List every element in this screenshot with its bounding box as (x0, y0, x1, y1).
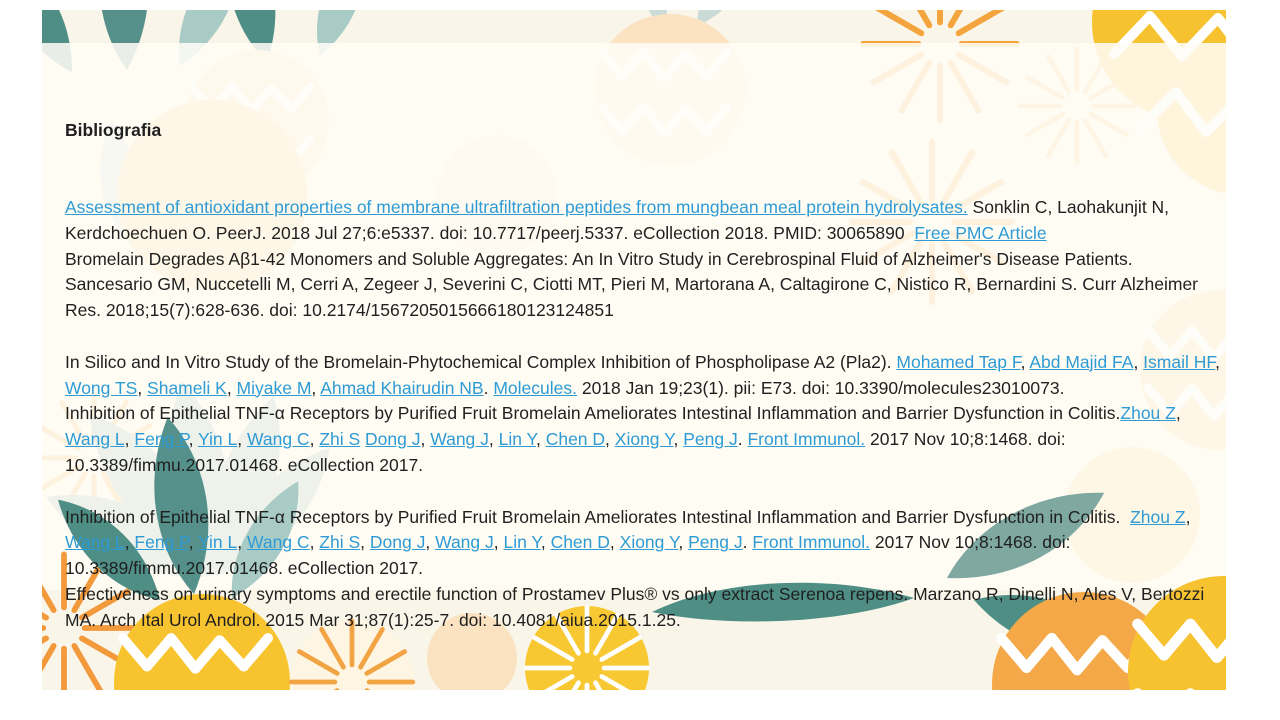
bibliography-entry (65, 401, 1220, 478)
bibliography-text: , (1020, 351, 1030, 372)
bibliography-link[interactable]: Lin Y (503, 532, 541, 553)
bibliography-link[interactable]: Front Immunol. (747, 429, 866, 450)
bibliography-link[interactable]: Feng P (134, 429, 189, 450)
bibliography-text: , (137, 377, 148, 398)
bibliography-text: 2018 Jan 19;23(1). pii: E73. doi: 10.3390/molecules23010073. (577, 377, 1065, 398)
bibliography-text: . (737, 429, 748, 450)
bibliography-link[interactable]: Wang C (246, 429, 310, 450)
bibliography-text: , (609, 532, 620, 553)
bibliography-text: , (188, 532, 198, 553)
bibliography-text: Inhibition of Epithelial TNF-α Receptors by Purified Fruit Bromelain Ameliorates Intestinal Inflammation and Barrier Dysfunction in Colitis. (65, 403, 1121, 424)
bibliography-text: , (540, 532, 551, 553)
bibliography-link[interactable]: Peng J (688, 532, 743, 553)
bibliography-text: , (673, 429, 684, 450)
bibliography-text: , (493, 532, 504, 553)
bibliography-link[interactable]: Yin L (198, 429, 238, 450)
bibliography-text: , (309, 429, 320, 450)
bibliography-text: 2017 Nov 10;8:1468. doi: 10.3389/fimmu.2017.01468. eCollection 2017. (65, 429, 1071, 475)
bibliography-text: , (237, 532, 247, 553)
bibliography-text: , (488, 429, 499, 450)
bibliography-link[interactable]: Zhou Z (1130, 506, 1186, 527)
bibliography-link[interactable]: Dong J (365, 429, 421, 450)
bibliography-text: , (1215, 351, 1225, 372)
bibliography-link[interactable]: Wang L (65, 429, 125, 450)
bibliography-link[interactable]: Xiong Y (619, 532, 679, 553)
presentation-slide (42, 10, 1226, 690)
bibliography-link[interactable]: Wang C (246, 532, 310, 553)
bibliography-text: , (678, 532, 689, 553)
bibliography-link[interactable]: Dong J (369, 532, 426, 553)
bibliography-text: , (311, 377, 321, 398)
bibliography-link[interactable]: Lin Y (498, 429, 536, 450)
bibliography-text: , (226, 377, 237, 398)
bibliography-text: . (483, 377, 494, 398)
bibliography-link[interactable]: Ahmad Khairudin NB (320, 377, 484, 398)
bibliography-link[interactable]: Wang L (65, 532, 125, 553)
bibliography-link[interactable]: Yin L (198, 532, 238, 553)
blank-line (65, 324, 1220, 350)
bibliography-link[interactable]: Peng J (683, 429, 738, 450)
bibliography-link[interactable]: Ismail HF (1143, 351, 1216, 372)
bibliography-text: , (124, 532, 135, 553)
bibliography-entry (65, 350, 1225, 402)
bibliography-text: Sonklin C, Laohakunjit N, Kerdchoechuen O. PeerJ. 2018 Jul 27;6:e5337. doi: 10.7717/peerj.5337. eCollection 2018. PMID: 30065890 (65, 196, 1174, 243)
bibliography-entry (65, 195, 1220, 247)
bibliography-text: Bromelain Degrades Aβ1-42 Monomers and Soluble Aggregates: An In Vitro Study in Cerebrospinal Fluid of Alzheimer's Disease Patients. Sancesario GM, Nuccetelli M, Cerri A, Zegeer J, Severini C, Ciotti MT, Pieri M, Martorana A, Caltagirone C, Nistico R, Bernardini S. Curr Alzheimer Res. 2018;15(7):628-636. doi: 10.2174/1567205015666180123124851 (65, 248, 1203, 321)
bibliography-link[interactable]: Zhou Z (1120, 403, 1176, 424)
bibliography-link[interactable]: Wang J (430, 429, 489, 450)
bibliography-link[interactable]: Mohamed Tap F (896, 351, 1021, 372)
bibliography-link[interactable]: Front Immunol. (752, 532, 871, 553)
blank-line (65, 479, 1220, 505)
bibliography-text: In Silico and In Vitro Study of the Bromelain-Phytochemical Complex Inhibition of Phospholipase A2 (Pla2). (65, 351, 897, 372)
bibliography-entry (65, 505, 1220, 582)
bibliography-text: , (1185, 506, 1196, 527)
bibliography-link[interactable]: Abd Majid FA (1029, 351, 1134, 372)
bibliography-link[interactable]: Zhi S (319, 532, 361, 553)
bibliography-text: 2017 Nov 10;8:1468. doi: 10.3389/fimmu.2017.01468. eCollection 2017. (65, 532, 1076, 579)
bibliography-link[interactable]: Zhi S (319, 429, 361, 450)
bibliography-text: , (309, 532, 320, 553)
bibliography-link[interactable]: Xiong Y (614, 429, 674, 450)
bibliography-text: , (420, 429, 431, 450)
bibliography-link[interactable]: Shameli K (147, 377, 227, 398)
bibliography-link[interactable]: Miyake M (236, 377, 312, 398)
bibliography-link[interactable]: Assessment of antioxidant properties of membrane ultrafiltration peptides from mungbean meal protein hydrolysates. (65, 196, 968, 217)
bibliography-link[interactable]: Wong TS (65, 377, 138, 398)
bibliography-text: , (535, 429, 546, 450)
bibliography-link[interactable]: Free PMC Article (914, 222, 1047, 243)
bibliography-link[interactable]: Feng P (134, 532, 189, 553)
bibliography-text: , (605, 429, 615, 450)
bibliography-text: , (1133, 351, 1144, 372)
bibliography-entries (65, 195, 1225, 634)
bibliography-link[interactable]: Wang J (435, 532, 494, 553)
bibliography-text: , (360, 532, 370, 553)
bibliography-text: , (188, 429, 198, 450)
bibliography-text: , (1175, 403, 1186, 424)
bibliography-link[interactable]: Chen D (545, 429, 606, 450)
bibliography-text: Effectiveness on urinary symptoms and erectile function of Prostamev Plus® vs only extract Serenoa repens. Marzano R, Dinelli N, Ales V, Bertozzi MA. Arch Ital Urol Androl. 2015 Mar 31;87(1):25-7. doi: 10.4081/aiua.2015.1.25. (65, 583, 1210, 630)
bibliography-text-block (65, 66, 1225, 685)
bibliography-link[interactable]: Chen D (550, 532, 610, 553)
page-title: Bibliografia (65, 119, 162, 140)
bibliography-link[interactable]: Molecules. (493, 377, 577, 398)
bibliography-text: , (124, 429, 135, 450)
bibliography-text: , (237, 429, 247, 450)
bibliography-entry (65, 582, 1220, 634)
bibliography-text: . (742, 532, 753, 553)
bibliography-entry (65, 247, 1220, 324)
bibliography-text: , (425, 532, 436, 553)
bibliography-text: Inhibition of Epithelial TNF-α Receptors by Purified Fruit Bromelain Ameliorates Intestinal Inflammation and Barrier Dysfunction in Colitis. (65, 506, 1131, 527)
